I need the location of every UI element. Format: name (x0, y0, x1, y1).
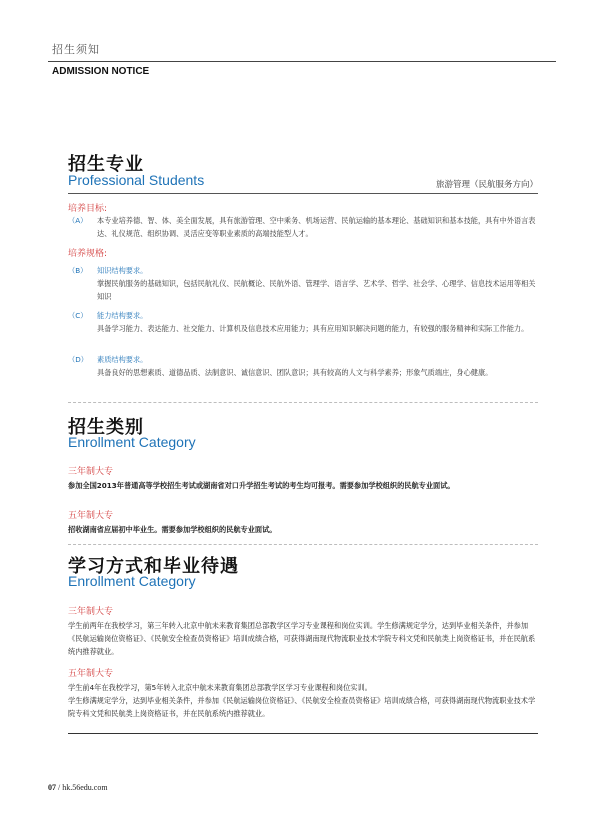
goal-label: 培养目标: (68, 204, 108, 214)
dashed-divider (68, 544, 538, 545)
header-title-en: ADMISSION NOTICE (52, 66, 150, 77)
spec-text: 掌握民航服务的基础知识，包括民航礼仪、民航概论、民航外语、管理学、语言学、艺术学、哲学、社会学、心理学、信息技术运用等相关知识 (97, 279, 536, 301)
footer-url[interactable]: hk.56edu.com (62, 783, 108, 792)
spec-item-ability (68, 309, 538, 335)
spec-marker: （D） (68, 355, 88, 364)
section-divider (68, 733, 538, 734)
dashed-divider (68, 402, 538, 403)
footer-separator: / (58, 783, 61, 792)
header-title-cn: 招生须知 (52, 43, 100, 56)
goal-marker: （A） (68, 216, 88, 225)
category-label-3yr: 三年制大专 (68, 467, 114, 477)
spec-heading: 能力结构要求。 (97, 311, 148, 320)
page-number: 07 (48, 783, 56, 792)
category-text-5yr: 招收湖南省应届初中毕业生。需要参加学校组织的民航专业面试。 (68, 525, 277, 534)
study-label-3yr: 三年制大专 (68, 607, 114, 617)
spec-text: 具备良好的思想素质、道德品质、法制意识、诚信意识、团队意识；具有较高的人文与科学素养；形象气质端庄，身心健康。 (97, 368, 493, 377)
spec-label: 培养规格: (68, 249, 108, 259)
section-title-en-category: Enrollment Category (68, 434, 196, 450)
goal-item (68, 214, 538, 240)
section-title-cn-study: 学习方式和毕业待遇 (68, 556, 239, 577)
study-text-5yr-1: 学生前4年在我校学习，第5年转入北京中航未来教育集团总部教学区学习专业课程和岗位实训。 (68, 683, 372, 692)
study-text-3yr: 学生前两年在我校学习，第三年转入北京中航未来教育集团总部教学区学习专业课程和岗位实训。学生修满规定学分，达到毕业相关条件，并参加《民航运输岗位资格证》、《民航安全检查员资格证》培训成绩合格，可获得湖南现代物流职业技术学院专科文凭和民航类上岗资格证书，并在民航系统内推荐就业。 (68, 621, 536, 656)
spec-heading: 素质结构要求。 (97, 355, 148, 364)
spec-heading: 知识结构要求。 (97, 266, 148, 275)
category-label-5yr: 五年制大专 (68, 511, 114, 521)
section-divider (68, 193, 538, 194)
goal-text: 本专业培养德、智、体、美全面发展，具有旅游管理、空中乘务、机场运营、民航运输的基本理论、基础知识和基本技能，具有中外语言表达、礼仪规范、组织协调、灵活应变等职业素质的高端技能型人才。 (97, 216, 536, 238)
spec-item-quality (68, 353, 538, 379)
page-header (0, 0, 606, 78)
section-title-cn-category: 招生类别 (68, 417, 144, 438)
section-title-cn-majors: 招生专业 (68, 154, 144, 175)
major-name: 旅游管理（民航服务方向） (435, 180, 538, 190)
section-title-en-study: Enrollment Category (68, 573, 196, 589)
header-divider (48, 61, 556, 62)
study-text-5yr-2: 学生修满规定学分，达到毕业相关条件，并参加《民航运输岗位资格证》、《民航安全检查员资格证》培训成绩合格，可获得湖南现代物流职业技术学院专科文凭和民航类上岗资格证书，并在民航系统内推荐就业。 (68, 696, 536, 718)
study-label-5yr: 五年制大专 (68, 669, 114, 679)
spec-text: 具备学习能力、表达能力、社交能力、计算机及信息技术应用能力；具有应用知识解决问题的能力，有较强的服务精神和实际工作能力。 (97, 324, 529, 333)
page-footer (48, 783, 108, 792)
spec-marker: （B） (68, 266, 88, 275)
section-title-en-majors: Professional Students (68, 172, 205, 188)
category-text-3yr: 参加全国2013年普通高等学校招生考试或湖南省对口升学招生考试的考生均可报考。需要参加学校组织的民航专业面试。 (68, 481, 455, 490)
spec-marker: （C） (68, 311, 88, 320)
spec-item-knowledge (68, 264, 538, 303)
